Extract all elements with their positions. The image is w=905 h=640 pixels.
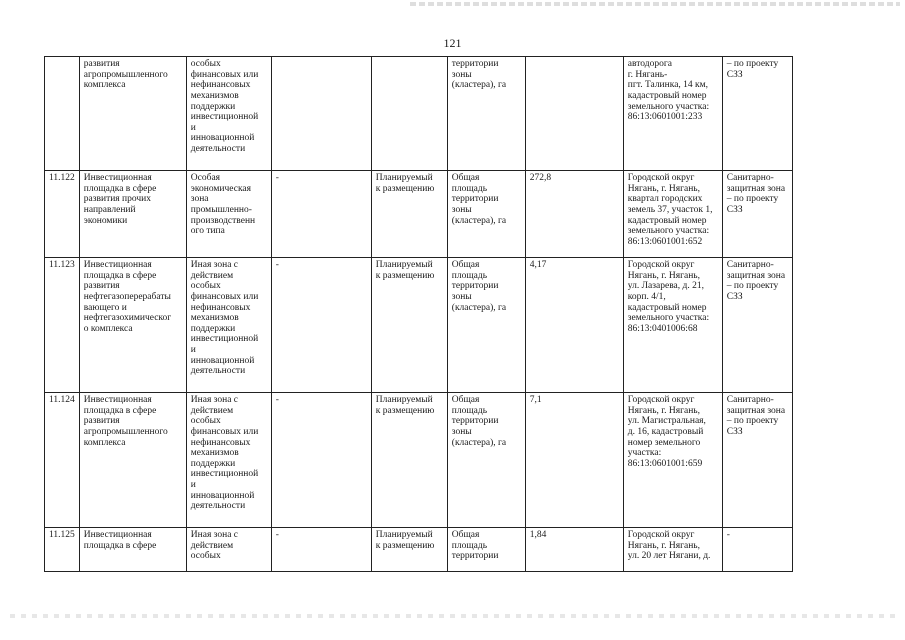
parameter: Общая площадь территории	[447, 528, 525, 572]
address: автодорога г. Нягань- пгт. Талинка, 14 км, кадастровый номер земельного участка: 86:13:0601001:233	[623, 57, 722, 171]
zones-table	[44, 56, 793, 572]
protection-zone: Санитарно- защитная зона – по проекту СЗЗ	[722, 258, 792, 393]
object-name: Инвестиционная площадка в сфере развития агропромышленного комплекса	[79, 393, 186, 528]
scan-artifact-top	[410, 2, 900, 6]
parameter: территории зоны (кластера), га	[447, 57, 525, 171]
value: 272,8	[525, 171, 623, 258]
address: Городской округ Нягань, г. Нягань, ул. Лазарева, д. 21, корп. 4/1, кадастровый номер земельного участка: 86:13:0401006:68	[623, 258, 722, 393]
object-name: Инвестиционная площадка в сфере развития нефтегазоперерабаты вающего и нефтегазохимическог о комплекса	[79, 258, 186, 393]
empty-cell: -	[271, 528, 371, 572]
empty-cell	[271, 57, 371, 171]
row-number: 11.123	[45, 258, 80, 393]
zone-type: особых финансовых или нефинансовых механизмов поддержки инвестиционной и инновационной деятельности	[186, 57, 271, 171]
table-row	[45, 57, 793, 171]
zone-type: Иная зона с действием особых финансовых или нефинансовых механизмов поддержки инвестиционной и инновационной деятельности	[186, 258, 271, 393]
parameter: Общая площадь территории зоны (кластера), га	[447, 258, 525, 393]
row-number: 11.124	[45, 393, 80, 528]
empty-cell: -	[271, 171, 371, 258]
empty-cell: -	[271, 258, 371, 393]
parameter: Общая площадь территории зоны (кластера), га	[447, 393, 525, 528]
address: Городской округ Нягань, г. Нягань, ул. 20 лет Нягани, д.	[623, 528, 722, 572]
table-row	[45, 258, 793, 393]
protection-zone: -	[722, 528, 792, 572]
status: Планируемый к размещению	[371, 171, 447, 258]
protection-zone: Санитарно- защитная зона – по проекту СЗЗ	[722, 171, 792, 258]
parameter: Общая площадь территории зоны (кластера), га	[447, 171, 525, 258]
object-name: Инвестиционная площадка в сфере	[79, 528, 186, 572]
value: 7,1	[525, 393, 623, 528]
page-number: 121	[443, 36, 462, 50]
object-name: Инвестиционная площадка в сфере развития прочих направлений экономики	[79, 171, 186, 258]
scan-artifact-bottom	[10, 614, 900, 618]
row-number	[45, 57, 80, 171]
status	[371, 57, 447, 171]
protection-zone: Санитарно- защитная зона – по проекту СЗЗ	[722, 393, 792, 528]
table-row	[45, 528, 793, 572]
protection-zone: – по проекту СЗЗ	[722, 57, 792, 171]
row-number: 11.122	[45, 171, 80, 258]
zone-type: Иная зона с действием особых финансовых или нефинансовых механизмов поддержки инвестиционной и инновационной деятельности	[186, 393, 271, 528]
address: Городской округ Нягань, г. Нягань, квартал городских земель 37, участок 1, кадастровый номер земельного участка: 86:13:0601001:652	[623, 171, 722, 258]
zone-type: Особая экономическая зона промышленно- производственн ого типа	[186, 171, 271, 258]
value: 4,17	[525, 258, 623, 393]
empty-cell: -	[271, 393, 371, 528]
value	[525, 57, 623, 171]
status: Планируемый к размещению	[371, 258, 447, 393]
table-row	[45, 393, 793, 528]
status: Планируемый к размещению	[371, 393, 447, 528]
zone-type: Иная зона с действием особых	[186, 528, 271, 572]
value: 1,84	[525, 528, 623, 572]
address: Городской округ Нягань, г. Нягань, ул. Магистральная, д. 16, кадастровый номер земельного участка: 86:13:0601001:659	[623, 393, 722, 528]
table-row	[45, 171, 793, 258]
status: Планируемый к размещению	[371, 528, 447, 572]
object-name: развития агропромышленного комплекса	[79, 57, 186, 171]
row-number: 11.125	[45, 528, 80, 572]
